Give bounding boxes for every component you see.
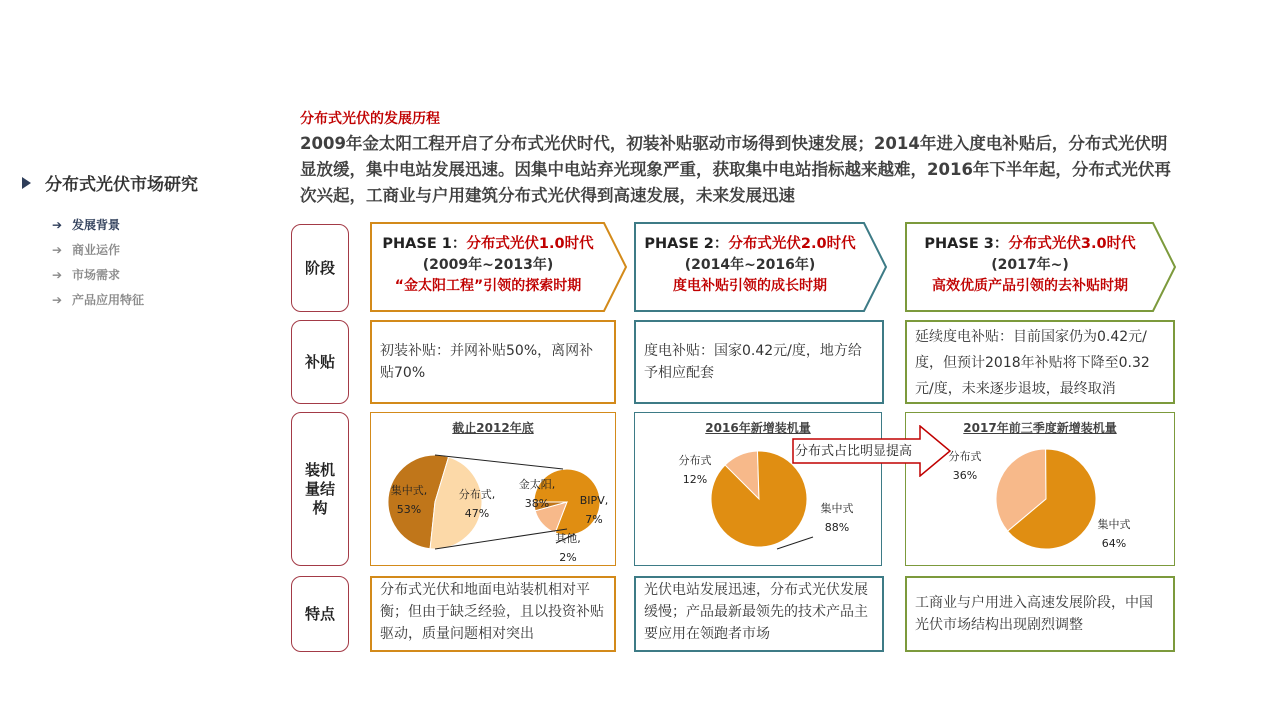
nav-list <box>52 212 144 312</box>
phase-3-arrow <box>905 222 1177 312</box>
callout-text: 分布式占比明显提高 <box>795 444 913 459</box>
nav-title-label: 分布式光伏市场研究 <box>45 175 198 195</box>
phase-1-arrow <box>370 222 628 312</box>
nav-item-product[interactable] <box>52 287 144 312</box>
chart-2012 <box>370 412 616 566</box>
subsidy-box-3: 延续度电补贴：目前国家仍为0.42元/度，但预计2018年补贴将下降至0.32元/度，未来逐步退坡，最终取消 <box>905 320 1175 404</box>
row-label-features: 特点 <box>291 576 349 652</box>
chart-title: 2017年前三季度新增装机量 <box>963 421 1117 435</box>
pie-label: 分布式, 47% <box>458 488 496 520</box>
row-label-capacity-line: 装机 <box>304 460 335 479</box>
callout-arrow <box>792 425 952 481</box>
pie-label: 集中式, 53% <box>390 484 428 516</box>
phase-heading: PHASE 3：分布式光伏3.0时代 <box>924 236 1136 252</box>
nav-item-label: 发展背景 <box>72 218 121 232</box>
row-label-capacity-line: 构 <box>312 498 328 517</box>
phase-years: (2017年~) <box>991 257 1069 273</box>
phase-desc: 度电补贴引领的成长时期 <box>673 278 827 294</box>
pie-label: 分布式 36% <box>948 450 982 482</box>
pie-label: 集中式 88% <box>820 502 854 534</box>
phase-years: (2014年~2016年) <box>684 257 816 273</box>
phase-desc: “金太阳工程”引领的探索时期 <box>394 278 582 294</box>
nav-item-business[interactable] <box>52 237 144 262</box>
row-label-capacity <box>291 412 349 566</box>
nav-title[interactable] <box>22 170 198 195</box>
feature-box-3: 工商业与户用进入高速发展阶段，中国光伏市场结构出现剧烈调整 <box>905 576 1175 652</box>
nav-item-label: 市场需求 <box>72 268 121 282</box>
pie-label: 金太阳, 38% <box>518 478 556 510</box>
arrow-right-icon: ➔ <box>52 217 63 232</box>
arrow-right-icon: ➔ <box>52 292 63 307</box>
arrow-right-icon: ➔ <box>52 267 63 282</box>
phase-heading: PHASE 1：分布式光伏1.0时代 <box>382 236 594 252</box>
nav-item-label: 商业运作 <box>72 243 121 257</box>
chart-title: 2016年新增装机量 <box>705 421 811 435</box>
nav-item-background[interactable] <box>52 212 144 237</box>
nav-item-demand[interactable] <box>52 262 144 287</box>
feature-box-1: 分布式光伏和地面电站装机相对平衡；但由于缺乏经验，且以投资补贴驱动，质量问题相对突出 <box>370 576 616 652</box>
pie-label: 其他, 2% <box>555 532 581 564</box>
arrow-right-icon: ➔ <box>52 242 63 257</box>
pie-2017 <box>996 449 1096 549</box>
pie-label: 集中式 64% <box>1097 518 1131 550</box>
subsidy-box-1: 初装补贴：并网补贴50%，离网补贴70% <box>370 320 616 404</box>
pie-label: 分布式 12% <box>678 454 712 486</box>
phase-desc: 高效优质产品引领的去补贴时期 <box>932 278 1128 294</box>
summary-text: 2009年金太阳工程开启了分布式光伏时代，初装补贴驱动市场得到快速发展；2014年进入度电补贴后，分布式光伏明显放缓，集中电站发展迅速。因集中电站弃光现象严重，获取集中电站指标越来越难，2016年下半年起，分布式光伏再次兴起，工商业与户用建筑分布式光伏得到高速发展，未来发展迅速 <box>300 134 1171 205</box>
phase-heading: PHASE 2：分布式光伏2.0时代 <box>644 236 856 252</box>
row-label-stage: 阶段 <box>291 224 349 312</box>
subsidy-box-2: 度电补贴：国家0.42元/度，地方给予相应配套 <box>634 320 884 404</box>
row-label-capacity-line: 量结 <box>304 479 335 498</box>
phase-years: (2009年~2013年) <box>422 257 554 273</box>
nav-item-label: 产品应用特征 <box>72 293 145 307</box>
feature-box-2: 光伏电站发展迅速，分布式光伏发展缓慢；产品最新最领先的技术产品主要应用在领跑者市场 <box>634 576 884 652</box>
chart-title: 截止2012年底 <box>452 421 534 435</box>
pie-label: BIPV, 7% <box>579 494 609 526</box>
row-label-subsidy: 补贴 <box>291 320 349 404</box>
section-title: 分布式光伏的发展历程 <box>300 111 440 127</box>
triangle-right-icon <box>22 177 31 189</box>
phase-2-arrow <box>634 222 888 312</box>
